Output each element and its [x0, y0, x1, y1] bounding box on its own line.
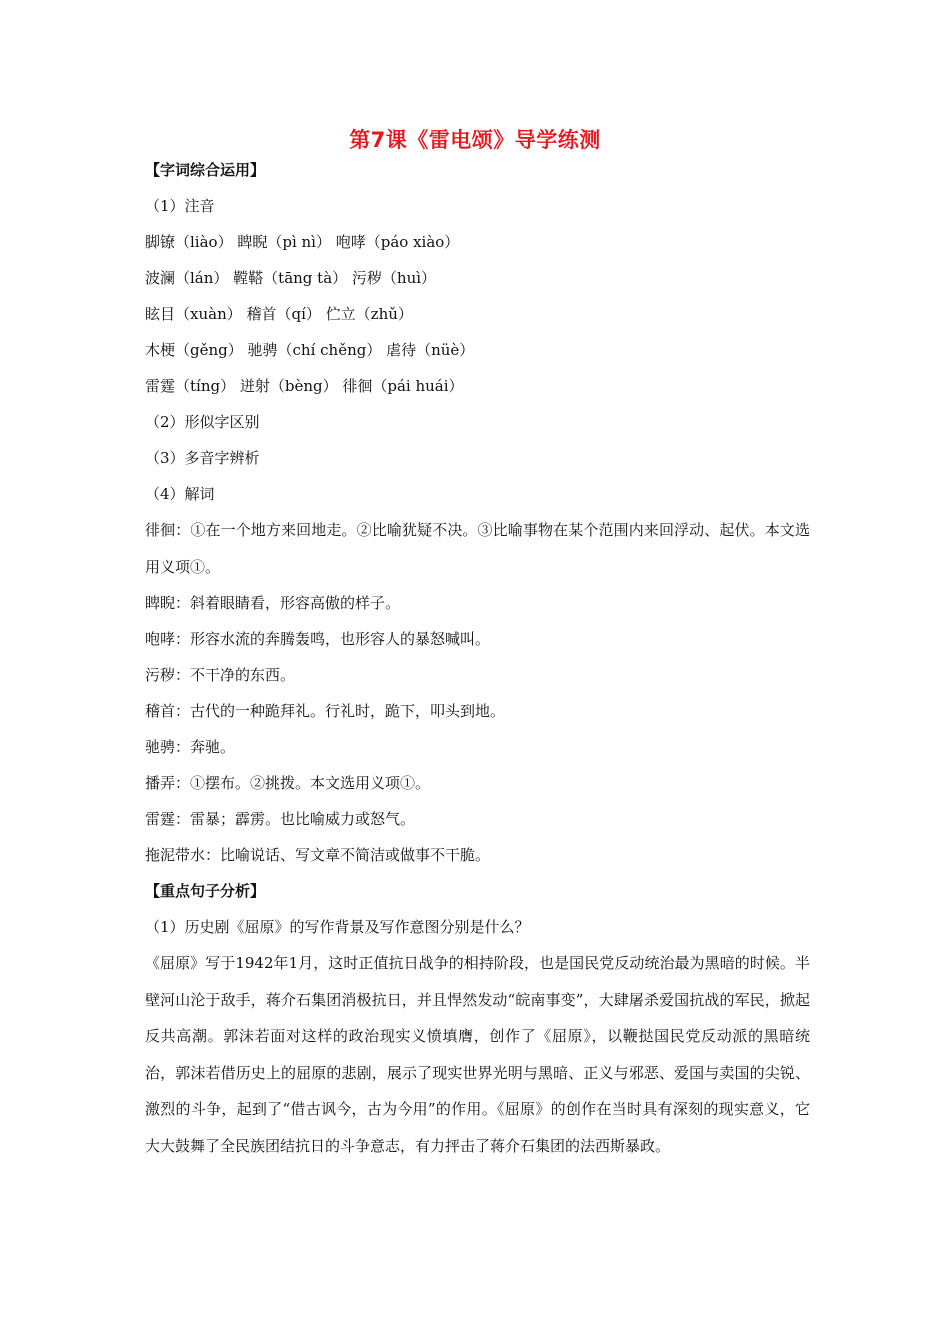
answer-paragraph: 《屈原》写于1942年1月，这时正值抗日战争的相持阶段，也是国民党反动统治最为黑暗的时候。半壁河山沦于敌手，蒋介石集团消极抗日，并且悍然发动“皖南事变”，大肆屠杀爱国抗战的军民，掀起反共高潮。郭沫若面对这样的政治现实义愤填膺，创作了《屈原》，以鞭挞国民党反动派的黑暗统治，郭沫若借历史上的屈原的悲剧，展示了现实世界光明与黑暗、正义与邪恶、爱国与卖国的尖锐、激烈的斗争，起到了“借古讽今，古为今用”的作用。《屈原》的创作在当时具有深刻的现实意义，它大大鼓舞了全民族团结抗日的斗争意志，有力抨击了蒋介石集团的法西斯暴政。 [145, 954, 810, 1155]
subheading-polyphonic-characters: （3）多音字辨析 [145, 449, 260, 467]
page-title: 第7课《雷电颂》导学练测 [349, 128, 601, 152]
pinyin-row: 木梗（gěng） 驰骋（chí chěng） 虐待（nüè） [145, 341, 475, 359]
definition-item: 拖泥带水：比喻说话、写文章不简洁或做事不干脆。 [145, 846, 491, 864]
pinyin-row: 雷霆（tíng） 迸射（bèng） 徘徊（pái huái） [145, 377, 464, 395]
subheading-pronunciation: （1）注音 [145, 197, 215, 215]
definition-item: 徘徊：①在一个地方来回地走。②比喻犹疑不决。③比喻事物在某个范围内来回浮动、起伏。本文选用义项①。 [145, 521, 810, 576]
definition-item: 雷霆：雷暴；霹雳。也比喻威力或怒气。 [145, 810, 416, 828]
definition-item: 污秽：不干净的东西。 [145, 666, 296, 684]
subheading-similar-characters: （2）形似字区别 [145, 413, 260, 431]
definition-item: 咆哮：形容水流的奔腾轰鸣，也形容人的暴怒喊叫。 [145, 630, 491, 648]
question-item: （1）历史剧《屈原》的写作背景及写作意图分别是什么？ [145, 918, 530, 936]
definition-item: 驰骋：奔驰。 [145, 738, 236, 756]
document-body [145, 152, 810, 1164]
pinyin-row: 波澜（lán） 鞺鞳（tāng tà） 污秽（huì） [145, 269, 437, 287]
section-heading-key-sentences: 【重点句子分析】 [145, 882, 266, 900]
definition-item: 睥睨：斜着眼睛看，形容高傲的样子。 [145, 594, 401, 612]
section-heading-vocabulary: 【字词综合运用】 [145, 161, 266, 179]
definition-item: 稽首：古代的一种跪拜礼。行礼时，跪下，叩头到地。 [145, 702, 506, 720]
pinyin-row: 脚镣（liào） 睥睨（pì nì） 咆哮（páo xiào） [145, 233, 460, 251]
pinyin-row: 眩目（xuàn） 稽首（qí） 伫立（zhǔ） [145, 305, 413, 323]
definition-item: 播弄：①摆布。②挑拨。本文选用义项①。 [145, 774, 431, 792]
subheading-word-explanation: （4）解词 [145, 485, 215, 503]
